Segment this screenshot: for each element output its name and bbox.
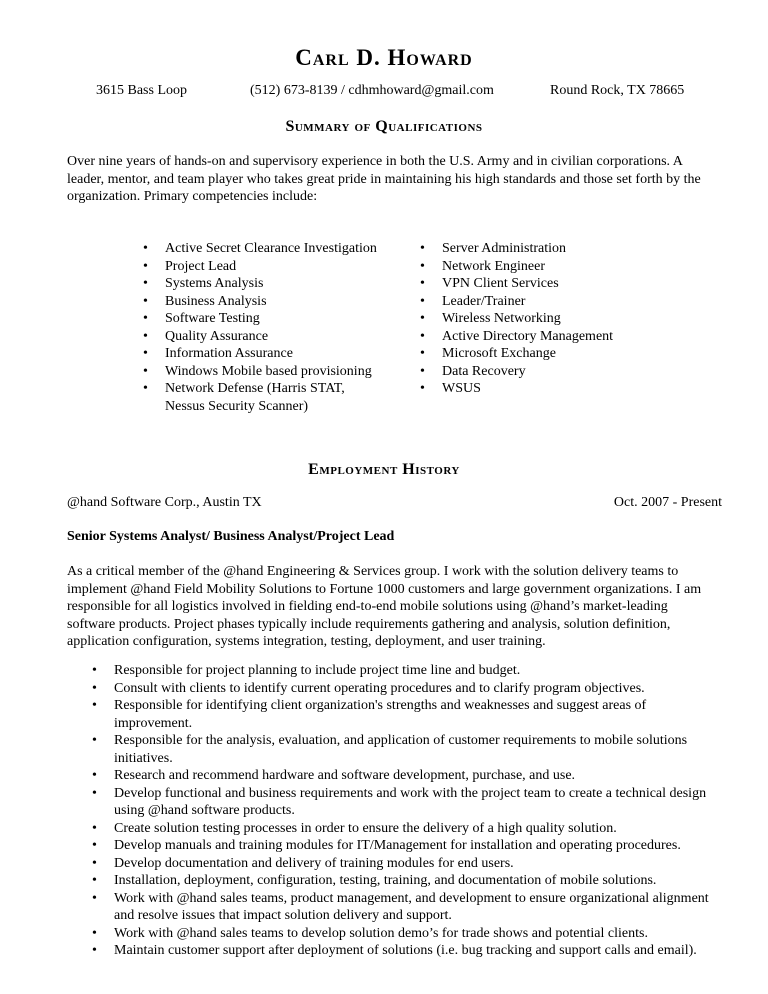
employment-heading: Employment History: [308, 461, 460, 478]
list-item: • Develop manuals and training modules for IT/Management for installation and operating procedures.: [86, 837, 726, 855]
list-item: • Active Directory Management: [414, 328, 674, 346]
list-item: • Responsible for project planning to include project time line and budget.: [86, 662, 726, 680]
job-description-text: As a critical member of the @hand Engineering & Services group. I work with the solution delivery teams to implement @hand Field Mobility Solutions to Fortune 1000 customers and large government organizations. I am responsible for all logistics involved in fielding end-to-end mobile solutions using @hand’s market-leading software products. Project phases typically include requirements gathering and analysis, solution definition, application configuration, systems integration, testing, deployment, and user training.: [67, 564, 702, 649]
list-item: • Installation, deployment, configuration, testing, training, and documentation of mobile solutions.: [86, 872, 726, 890]
list-item: • Create solution testing processes in order to ensure the delivery of a high quality solution.: [86, 820, 726, 838]
employer-name: @hand Software Corp., Austin TX: [67, 495, 262, 510]
list-item: • Work with @hand sales teams to develop solution demo’s for trade shows and potential clients.: [86, 925, 726, 943]
phone-email: (512) 673-8139 / cdhmhoward@gmail.com: [250, 83, 494, 98]
candidate-name: Carl D. Howard: [295, 45, 473, 70]
list-item: • Project Lead: [137, 258, 397, 276]
employer-row: [67, 494, 722, 512]
duties-list: [86, 662, 726, 960]
list-item: • Network Engineer: [414, 258, 674, 276]
list-item: • Research and recommend hardware and software development, purchase, and use.: [86, 767, 726, 785]
list-item: • Network Defense (Harris STAT, Nessus Security Scanner): [137, 380, 380, 415]
competencies-left-list: [137, 240, 397, 415]
list-item: • Systems Analysis: [137, 275, 397, 293]
list-item: • Windows Mobile based provisioning: [137, 363, 397, 381]
list-item: • Wireless Networking: [414, 310, 674, 328]
city-state-zip: Round Rock, TX 78665: [550, 83, 685, 98]
list-item: • Leader/Trainer: [414, 293, 674, 311]
contact-line: [0, 82, 768, 100]
list-item: • Responsible for the analysis, evaluation, and application of customer requirements to mobile solutions initiatives.: [86, 732, 726, 767]
list-item: • Information Assurance: [137, 345, 397, 363]
list-item: • Business Analysis: [137, 293, 397, 311]
list-item: • Develop functional and business requirements and work with the project team to create a technical design using @hand software products.: [86, 785, 726, 820]
list-item: • Consult with clients to identify current operating procedures and to clarify program objectives.: [86, 680, 726, 698]
list-item: • Software Testing: [137, 310, 397, 328]
summary-heading: Summary of Qualifications: [285, 118, 483, 135]
list-item: • Responsible for identifying client organization's strengths and weaknesses and suggest areas of improvement.: [86, 697, 726, 732]
job-description: [67, 563, 719, 651]
list-item: • Server Administration: [414, 240, 674, 258]
list-item: • Work with @hand sales teams, product management, and development to ensure organizational alignment and resolve issues that impact solution delivery and support.: [86, 890, 726, 925]
list-item: • Develop documentation and delivery of training modules for end users.: [86, 855, 726, 873]
employment-dates: Oct. 2007 - Present: [613, 495, 722, 510]
job-title: Senior Systems Analyst/ Business Analyst/Project Lead: [67, 529, 395, 544]
list-item: • WSUS: [414, 380, 674, 398]
list-item: • VPN Client Services: [414, 275, 674, 293]
competencies-right-list: [414, 240, 674, 398]
summary-paragraph: [67, 153, 717, 206]
list-item: • Maintain customer support after deployment of solutions (i.e. bug tracking and support calls and email).: [86, 942, 726, 960]
list-item: • Data Recovery: [414, 363, 674, 381]
list-item: • Active Secret Clearance Investigation: [137, 240, 397, 258]
list-item: • Quality Assurance: [137, 328, 397, 346]
summary-text: Over nine years of hands-on and supervisory experience in both the U.S. Army and in civilian corporations. A leader, mentor, and team player who takes great pride in maintaining his high standards and those set forth by the organization. Primary competencies include:: [67, 154, 701, 204]
address: 3615 Bass Loop: [96, 83, 187, 98]
list-item: • Microsoft Exchange: [414, 345, 674, 363]
